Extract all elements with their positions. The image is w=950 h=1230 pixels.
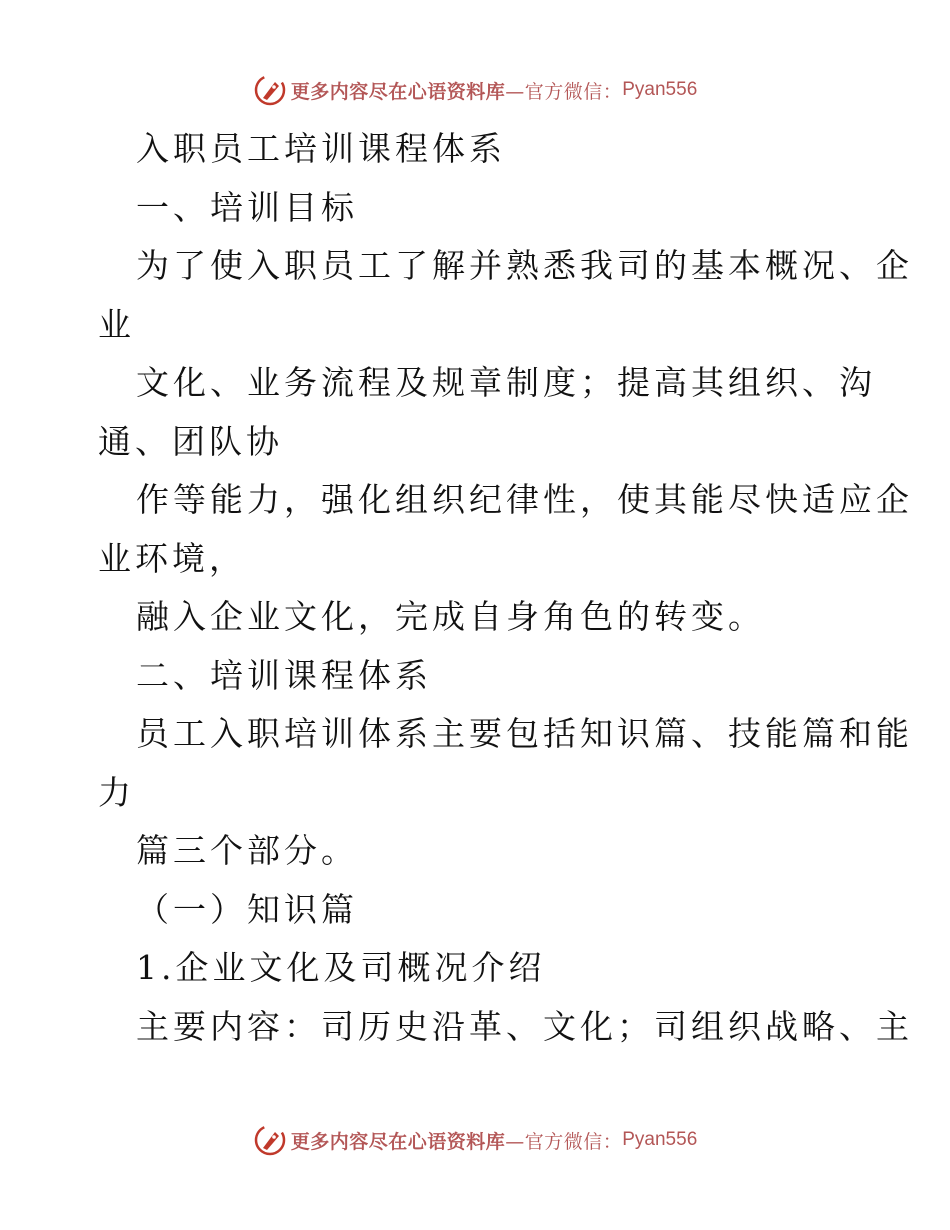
official-wechat-label: —官方微信： <box>505 1130 623 1153</box>
pen-nib-logo-icon <box>253 73 287 107</box>
subsection-heading: （一）知识篇 <box>136 889 358 929</box>
paragraph-line: 篇三个部分。 <box>136 831 358 870</box>
paragraph-line: 为了使入职员工了解并熟悉我司的基本概况、企 <box>136 246 913 285</box>
section-heading: 一、培训目标 <box>136 187 358 227</box>
paragraph-line: 融入企业文化，完成自身角色的转变。 <box>136 597 765 636</box>
paragraph-line: 业环境， <box>98 538 246 578</box>
document-title: 入职员工培训课程体系 <box>136 129 506 168</box>
pen-nib-logo-icon <box>253 1123 287 1157</box>
section-heading: 二、培训课程体系 <box>136 655 432 695</box>
wechat-id: Pyan556 <box>622 79 698 100</box>
paragraph-line: 员工入职培训体系主要包括知识篇、技能篇和能 <box>136 714 913 753</box>
paragraph-line: 主要内容：司历史沿革、文化；司组织战略、主 <box>136 1006 913 1046</box>
brand-text: 更多内容尽在心语资料库 <box>290 80 506 103</box>
paragraph-line: 文化、业务流程及规章制度；提高其组织、沟 <box>136 363 876 402</box>
header-watermark-banner <box>0 70 950 110</box>
item-heading: 1.企业文化及司概况介绍 <box>136 948 546 987</box>
brand-text: 更多内容尽在心语资料库 <box>290 1130 506 1153</box>
footer-watermark-banner <box>0 1120 950 1160</box>
wechat-id: Pyan556 <box>622 1129 698 1150</box>
paragraph-line: 作等能力，强化组织纪律性，使其能尽快适应企 <box>136 480 913 519</box>
paragraph-line: 力 <box>98 772 135 812</box>
paragraph-line: 业 <box>98 304 135 344</box>
official-wechat-label: —官方微信： <box>505 80 623 103</box>
paragraph-line: 通、团队协 <box>98 421 283 461</box>
document-body <box>98 120 913 1056</box>
